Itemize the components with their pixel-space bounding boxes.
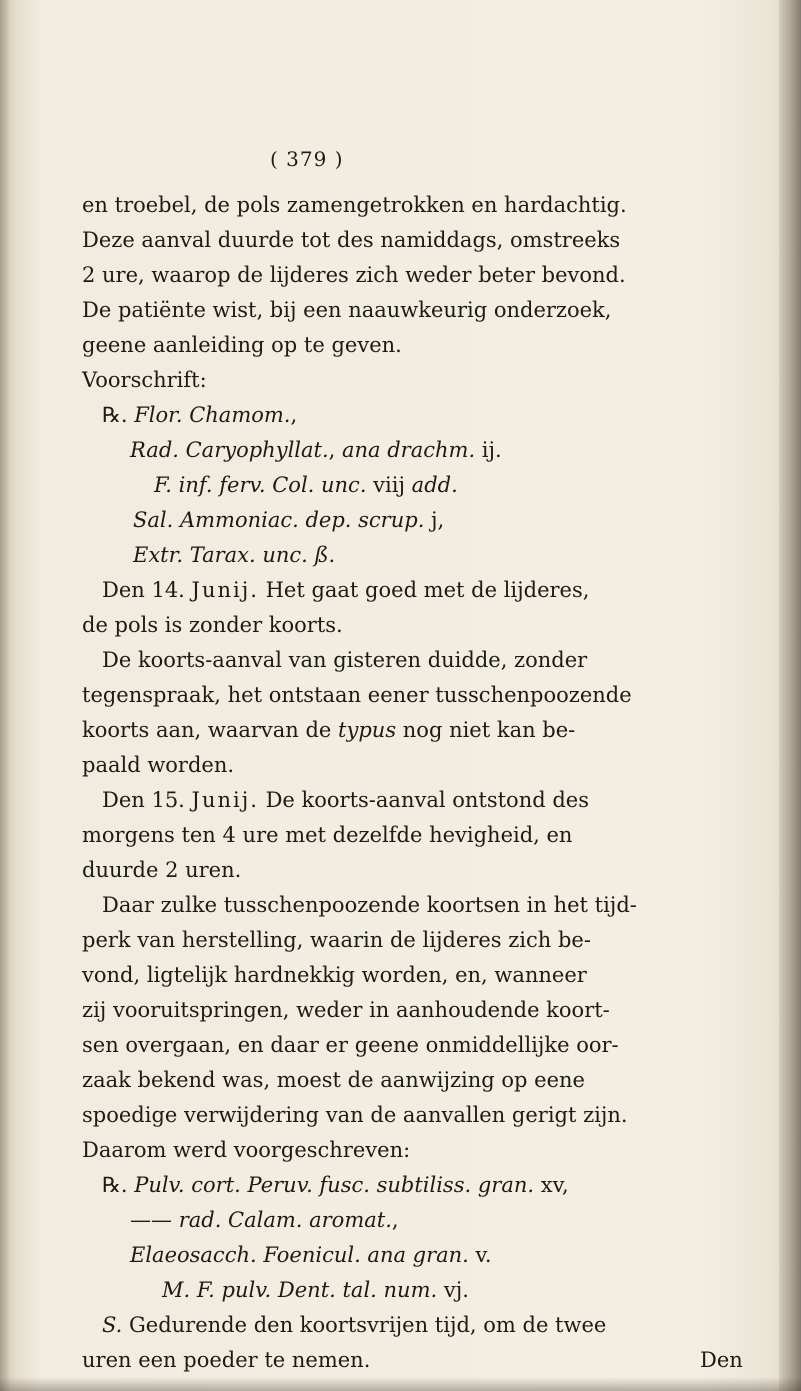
text-run: —— [130,1208,179,1232]
text-run: koorts aan, waarvan de [82,718,339,742]
text-line [82,362,207,398]
italic-text: Sal. Ammoniac. dep. scrup. [133,508,425,532]
text-line [102,887,637,923]
text-run: Gedurende den koortsvrijen tijd, om de twee [122,1313,607,1337]
text-run: paald worden. [82,753,235,777]
text-run: ij. [475,438,502,462]
text-run: nog niet kan be- [396,718,576,742]
text-line [82,747,234,783]
text-line [82,1342,370,1378]
text-run: Daarom werd voorgeschreven: [82,1138,411,1162]
text-line [162,1272,469,1308]
italic-text: Pulv. cort. Peruv. fusc. subtiliss. gran. [134,1173,535,1197]
text-run: De koorts-aanval van gisteren duidde, zonder [102,648,588,672]
text-line [82,607,343,643]
text-run: de pols is zonder koorts. [82,613,343,637]
text-line [102,1167,569,1203]
text-run: xv, [534,1173,569,1197]
text-run: Voorschrift: [82,368,207,392]
text-line [82,327,402,363]
text-run: Den 14. [102,578,192,602]
text-line [133,537,335,573]
text-line [130,1202,399,1238]
text-run: spoedige verwijdering van de aanvallen gerigt zijn. [82,1103,628,1127]
text-line [82,992,610,1028]
text-line [82,817,572,853]
spaced-text: Junij. [191,578,259,602]
text-line [154,467,458,503]
text-run: vond, ligtelijk hardnekkig worden, en, wanneer [82,963,587,987]
text-run: De koorts-aanval ontstond des [258,788,589,812]
text-run: perk van herstelling, waarin de lijderes zich be- [82,928,591,952]
text-run: duurde 2 uren. [82,858,242,882]
text-line [82,1097,628,1133]
text-run: en troebel, de pols zamengetrokken en hardachtig. [82,193,627,217]
italic-text: typus [338,718,397,742]
italic-text: M. F. pulv. Dent. tal. num. [162,1278,438,1302]
text-line [82,1132,410,1168]
text-line [82,292,611,328]
text-run: morgens ten 4 ure met dezelfde hevigheid, en [82,823,573,847]
text-run: Het gaat goed met de lijderes, [258,578,590,602]
text-run: v. [468,1243,492,1267]
text-line [102,642,587,678]
text-run: 2 ure, waarop de lijderes zich weder beter bevond. [82,263,626,287]
text-run: , [290,403,298,427]
text-line [82,957,587,993]
spaced-text: Junij. [191,788,259,812]
text-run: , [391,1208,399,1232]
text-line [102,397,297,433]
text-run: viij [366,473,412,497]
text-line [82,187,627,223]
italic-text: S. [102,1313,123,1337]
text-line [102,572,589,608]
text-line [102,782,589,818]
italic-text: Elaeosacch. Foenicul. ana gran. [130,1243,469,1267]
text-run: ℞. [102,1173,135,1197]
italic-text: Flor. Chamom. [134,403,291,427]
text-line [82,1027,619,1063]
text-line [82,1062,585,1098]
italic-text: Extr. Tarax. unc. ß. [133,543,336,567]
text-line [130,1237,492,1273]
text-run: De patiënte wist, bij een naauwkeurig onderzoek, [82,298,612,322]
text-run: ℞. [102,403,135,427]
text-run: Den 15. [102,788,192,812]
text-line [82,677,632,713]
text-run: uren een poeder te nemen. [82,1348,371,1372]
text-line [82,222,620,258]
text-run: geene aanleiding op te geven. [82,333,402,357]
italic-text: ana drachm. [342,438,476,462]
text-run: sen overgaan, en daar er geene onmiddellijke oor- [82,1033,619,1057]
page-bottom-shadow [0,1377,801,1391]
text-run: j, [424,508,445,532]
page-right-edge [779,0,801,1391]
text-run: Deze aanval duurde tot des namiddags, omstreeks [82,228,621,252]
text-run: vj. [437,1278,469,1302]
text-run: Daar zulke tusschenpoozende koortsen in het tijd- [102,893,637,917]
text-run: zij vooruitspringen, weder in aanhoudende koort- [82,998,610,1022]
catchword: Den [700,1348,743,1372]
italic-text: F. inf. ferv. Col. unc. [154,473,367,497]
italic-text: Rad. Caryophyllat. [130,438,329,462]
page-left-edge [0,0,10,1391]
text-line [82,257,626,293]
text-line [102,1307,606,1343]
catchword-line [700,1342,743,1378]
text-run: zaak bekend was, moest de aanwijzing op eene [82,1068,585,1092]
italic-text: rad. Calam. aromat. [178,1208,392,1232]
text-line [133,502,444,538]
text-line [82,852,241,888]
text-line [130,432,502,468]
text-line [82,922,591,958]
text-line [82,712,575,748]
page-number: ( 379 ) [270,147,344,171]
text-run: tegenspraak, het ontstaan eener tusschenpoozende [82,683,632,707]
italic-text: add. [411,473,458,497]
text-run: , [328,438,342,462]
